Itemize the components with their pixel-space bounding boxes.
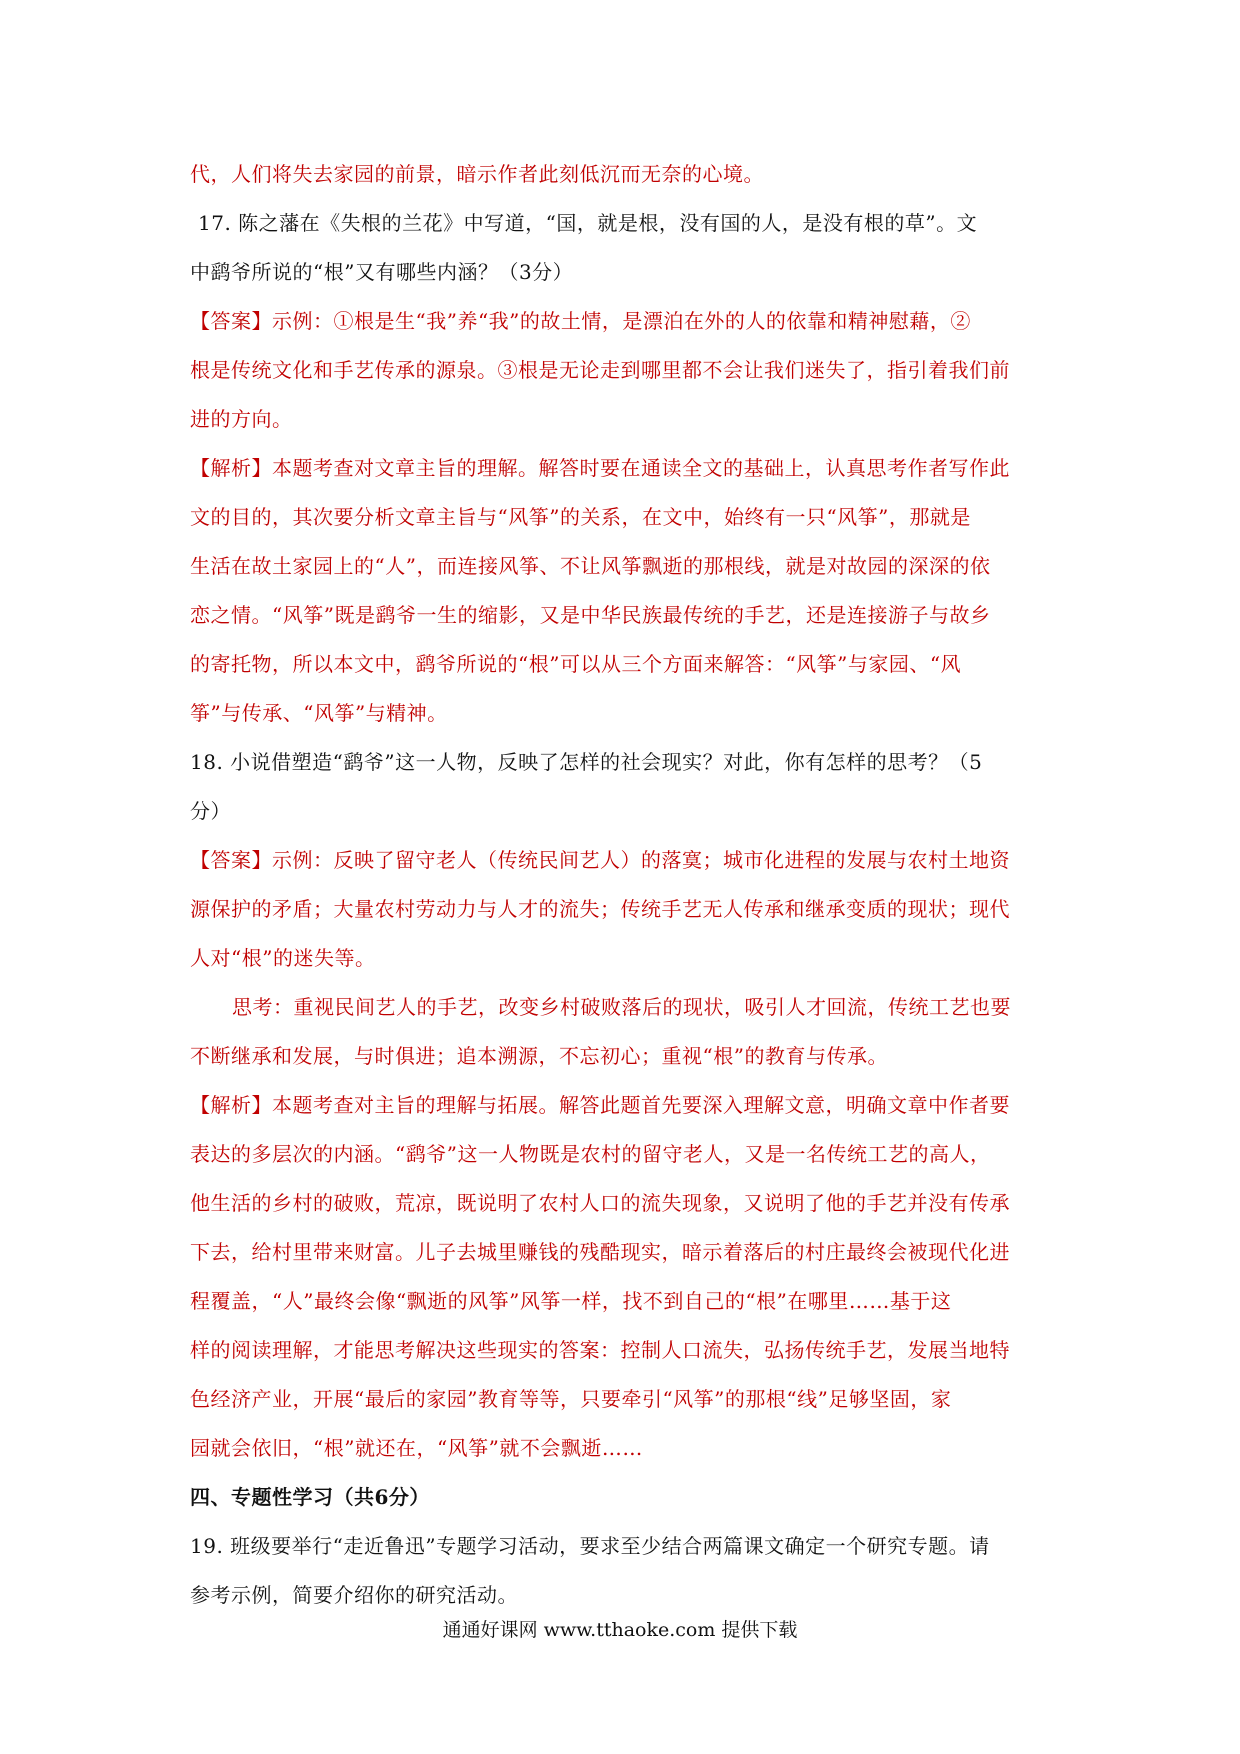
- analysis-line: 生活在故土家园上的“人”，而连接风筝、不让风筝飘逝的那根线，就是对故园的深深的依: [190, 554, 991, 578]
- page-footer: 通通好课网 www.tthaoke.com 提供下载: [442, 1619, 798, 1641]
- analysis-tag: 【解析】: [190, 456, 272, 480]
- analysis-tag: 【解析】: [190, 1093, 272, 1117]
- answer-line: 进的方向。: [190, 407, 293, 431]
- analysis-line: 样的阅读理解，才能思考解决这些现实的答案：控制人口流失，弘扬传统手艺，发展当地特: [190, 1338, 1010, 1362]
- question-17: 17. 陈之藩在《失根的兰花》中写道，“国，就是根，没有国的人，是没有根的草”。文: [198, 211, 978, 235]
- analysis-line: 程覆盖，“人”最终会像“飘逝的风筝”风筝一样，找不到自己的“根”在哪里……基于这: [190, 1289, 952, 1313]
- answer-line: 人对“根”的迷失等。: [190, 946, 376, 970]
- answer-line: 根是传统文化和手艺传承的源泉。③根是无论走到哪里都不会让我们迷失了，指引着我们前: [190, 358, 1010, 382]
- answer-tag: 【答案】: [190, 848, 272, 872]
- question-17-cont: 中鹞爷所说的“根”又有哪些内涵？（3分）: [190, 260, 574, 284]
- answer-line: 不断继承和发展，与时俱进；追本溯源，不忘初心；重视“根”的教育与传承。: [190, 1044, 888, 1068]
- analysis-text: 本题考查对主旨的理解与拓展。解答此题首先要深入理解文意，明确文章中作者要: [272, 1093, 1010, 1117]
- analysis-line: 表达的多层次的内涵。“鹞爷”这一人物既是农村的留守老人，又是一名传统工艺的高人，: [190, 1142, 991, 1166]
- analysis-17: [190, 444, 1058, 493]
- answer-line: 代，人们将失去家园的前景，暗示作者此刻低沉而无奈的心境。: [190, 162, 764, 186]
- answer-tag: 【答案】: [190, 309, 272, 333]
- answer-17: [190, 297, 1058, 346]
- analysis-18: [190, 1081, 1058, 1130]
- answer-text: 示例：①根是生“我”养“我”的故土情，是漂泊在外的人的依靠和精神慰藉，②: [272, 309, 971, 333]
- answer-line: 源保护的矛盾；大量农村劳动力与人才的流失；传统手艺无人传承和继承变质的现状；现代: [190, 897, 1010, 921]
- question-18: 18. 小说借塑造“鹞爷”这一人物，反映了怎样的社会现实？对此，你有怎样的思考？（5: [190, 750, 983, 774]
- analysis-line: 他生活的乡村的破败，荒凉，既说明了农村人口的流失现象，又说明了他的手艺并没有传承: [190, 1191, 1010, 1215]
- question-18-cont: 分）: [190, 799, 231, 823]
- answer-line: 思考：重视民间艺人的手艺，改变乡村破败落后的现状，吸引人才回流，传统工艺也要: [232, 995, 1011, 1019]
- section-heading: 四、专题性学习（共6分）: [190, 1485, 430, 1509]
- question-19: 19. 班级要举行“走近鲁迅”专题学习活动，要求至少结合两篇课文确定一个研究专题。请: [190, 1534, 990, 1558]
- document-body: [190, 150, 1058, 1620]
- answer-text: 示例：反映了留守老人（传统民间艺人）的落寞；城市化进程的发展与农村土地资: [272, 848, 1010, 872]
- analysis-line: 下去，给村里带来财富。儿子去城里赚钱的残酷现实，暗示着落后的村庄最终会被现代化进: [190, 1240, 1010, 1264]
- analysis-text: 本题考查对文章主旨的理解。解答时要在通读全文的基础上，认真思考作者写作此: [272, 456, 1010, 480]
- analysis-line: 的寄托物，所以本文中，鹞爷所说的“根”可以从三个方面来解答：“风筝”与家园、“风: [190, 652, 962, 676]
- analysis-line: 恋之情。“风筝”既是鹞爷一生的缩影，又是中华民族最传统的手艺，还是连接游子与故乡: [190, 603, 991, 627]
- analysis-line: 园就会依旧，“根”就还在，“风筝”就不会飘逝……: [190, 1436, 643, 1460]
- answer-18: [190, 836, 1058, 885]
- analysis-line: 文的目的，其次要分析文章主旨与“风筝”的关系，在文中，始终有一只“风筝”，那就是: [190, 505, 971, 529]
- question-19-cont: 参考示例，简要介绍你的研究活动。: [190, 1583, 518, 1607]
- analysis-line: 色经济产业，开展“最后的家园”教育等等，只要牵引“风筝”的那根“线”足够坚固，家: [190, 1387, 952, 1411]
- analysis-line: 筝”与传承、“风筝”与精神。: [190, 701, 448, 725]
